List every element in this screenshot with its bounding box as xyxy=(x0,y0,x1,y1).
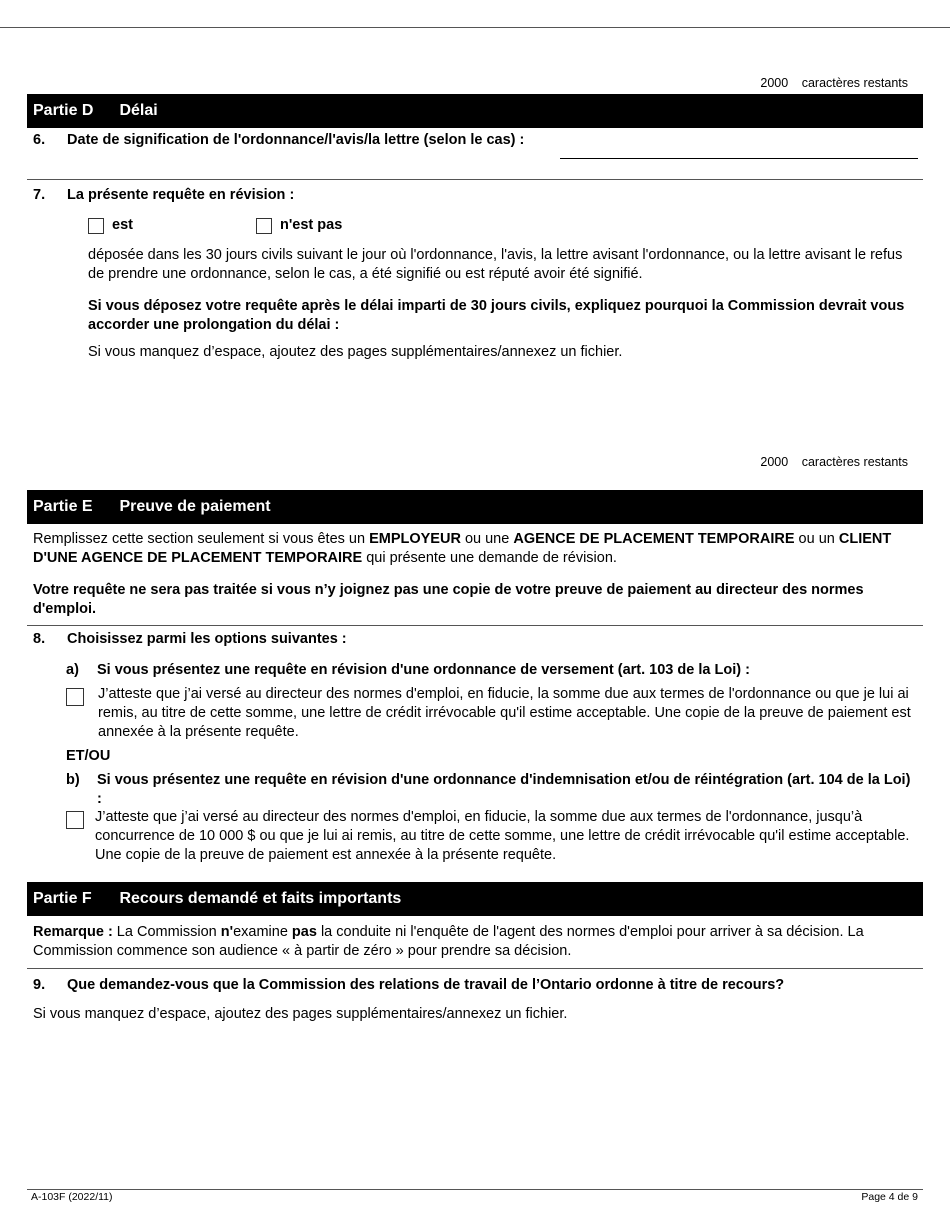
char-count: 2000 xyxy=(760,455,789,469)
divider xyxy=(27,968,923,969)
checkbox-est-label: est xyxy=(112,217,133,233)
footer-divider xyxy=(27,1189,923,1190)
q7-description: déposée dans les 30 jours civils suivant le jour où l'ordonnance, l'avis, la lettre avisant l'ordonnance, ou la lettre avisant le refus de prendre une ordonnance, selon le cas, a été signifié ou est réputé avoir été signifié. xyxy=(88,247,903,283)
checkbox-option-a[interactable] xyxy=(66,688,84,706)
footer-page-number: Page 4 de 9 xyxy=(861,1191,918,1203)
question-text: La présente requête en révision : xyxy=(67,187,295,203)
option-a-title: Si vous présentez une requête en révision d'une ordonnance de versement (art. 103 de la Loi) : xyxy=(97,662,750,678)
top-divider xyxy=(0,27,950,28)
section-header-partie-d xyxy=(27,94,923,128)
question-7 xyxy=(33,186,294,205)
q7-explanation-textarea[interactable] xyxy=(88,364,912,448)
partie-e-warning: Votre requête ne sera pas traitée si vous n’y joignez pas une copie de votre preuve de paiement au directeur des normes d'emploi. xyxy=(33,582,864,618)
remark-bold: pas xyxy=(291,924,317,940)
intro-bold-agence: AGENCE DE PLACEMENT TEMPORAIRE xyxy=(513,531,795,547)
remark-text: examine xyxy=(233,924,292,940)
q7-late-instruction: Si vous déposez votre requête après le délai imparti de 30 jours civils, expliquez pourquoi la Commission devrait vous accorder une prolongation du délai : xyxy=(88,298,905,334)
checkbox-option-b[interactable] xyxy=(66,811,84,829)
divider xyxy=(27,179,923,180)
remark-text: La Commission xyxy=(112,924,221,940)
section-title: Preuve de paiement xyxy=(119,498,271,515)
intro-bold-client: CLIENT D'UNE AGENCE DE PLACEMENT TEMPORAIRE xyxy=(33,531,892,567)
char-count-label: caractères restants xyxy=(801,455,908,469)
q7-space-note: Si vous manquez d’espace, ajoutez des pages supplémentaires/annexez un fichier. xyxy=(88,344,623,360)
section-title: Délai xyxy=(119,102,158,119)
question-number: 9. xyxy=(33,977,46,993)
intro-bold-employeur: EMPLOYEUR xyxy=(369,531,461,547)
option-a-text: J’atteste que j’ai versé au directeur des normes d'emploi, en fiducie, la somme due aux termes de l'ordonnance ou que je lui ai remis, au titre de cette somme, une lettre de crédit irrévocable qu'il estime acceptable. Une copie de la preuve de paiement est annexée à la présente requête. xyxy=(98,686,911,741)
q9-remedy-textarea[interactable] xyxy=(33,1030,917,1184)
partie-f-remark xyxy=(33,923,908,961)
question-number: 8. xyxy=(33,631,46,647)
question-8 xyxy=(33,630,347,649)
char-counter-top xyxy=(760,75,908,92)
section-label: Partie F xyxy=(33,890,92,907)
question-text: Que demandez-vous que la Commission des relations de travail de l’Ontario ordonne à titre de recours? xyxy=(67,977,785,993)
intro-text: ou un xyxy=(794,531,839,547)
remark-text: la conduite ni l'enquête de l'agent des normes d'emploi pour arriver à sa décision. La Commission commence son audience « à partir de zéro » pour prendre sa décision. xyxy=(33,924,864,960)
question-text: Choisissez parmi les options suivantes : xyxy=(67,631,347,647)
section-label: Partie D xyxy=(33,102,94,119)
option-b-letter: b) xyxy=(66,772,80,788)
question-text: Date de signification de l'ordonnance/l'avis/la lettre (selon le cas) : xyxy=(67,132,525,148)
section-label: Partie E xyxy=(33,498,93,515)
intro-text: qui présente une demande de révision. xyxy=(362,550,617,567)
remark-bold: n' xyxy=(220,924,234,940)
remark-label: Remarque : xyxy=(33,924,113,940)
partie-e-intro xyxy=(33,530,913,568)
char-count: 2000 xyxy=(760,76,789,90)
section-title: Recours demandé et faits importants xyxy=(119,890,402,907)
question-number: 6. xyxy=(33,132,46,148)
question-6 xyxy=(33,131,524,150)
etou-label: ET/OU xyxy=(66,748,111,764)
option-b-title: Si vous présentez une requête en révision d'une ordonnance d'indemnisation et/ou de réintégration (art. 104 de la Loi) : xyxy=(97,772,911,808)
intro-text: ou une xyxy=(460,531,514,547)
question-number: 7. xyxy=(33,187,46,203)
footer-form-id: A-103F (2022/11) xyxy=(31,1191,113,1203)
date-input-line[interactable] xyxy=(560,158,918,159)
checkbox-nest-pas-label: n'est pas xyxy=(280,217,343,233)
option-b-text: J’atteste que j’ai versé au directeur des normes d'emploi, en fiducie, la somme due aux termes de l'ordonnance, jusqu’à concurrence de 10 000 $ ou que je lui ai remis, au titre de cette somme, une lettre de crédit irrévocable qu'il estime acceptable. Une copie de la preuve de paiement est annexée à la présente requête. xyxy=(95,809,910,864)
section-header-partie-e xyxy=(27,490,923,524)
divider xyxy=(27,625,923,626)
char-counter-partie-d xyxy=(760,454,908,471)
intro-text: Remplissez cette section seulement si vous êtes un xyxy=(33,531,370,547)
option-a-letter: a) xyxy=(66,662,79,678)
question-9 xyxy=(33,976,784,995)
checkbox-est[interactable] xyxy=(88,218,104,234)
q9-space-note: Si vous manquez d’espace, ajoutez des pages supplémentaires/annexez un fichier. xyxy=(33,1006,568,1022)
char-count-label: caractères restants xyxy=(801,76,908,90)
checkbox-nest-pas[interactable] xyxy=(256,218,272,234)
section-header-partie-f xyxy=(27,882,923,916)
